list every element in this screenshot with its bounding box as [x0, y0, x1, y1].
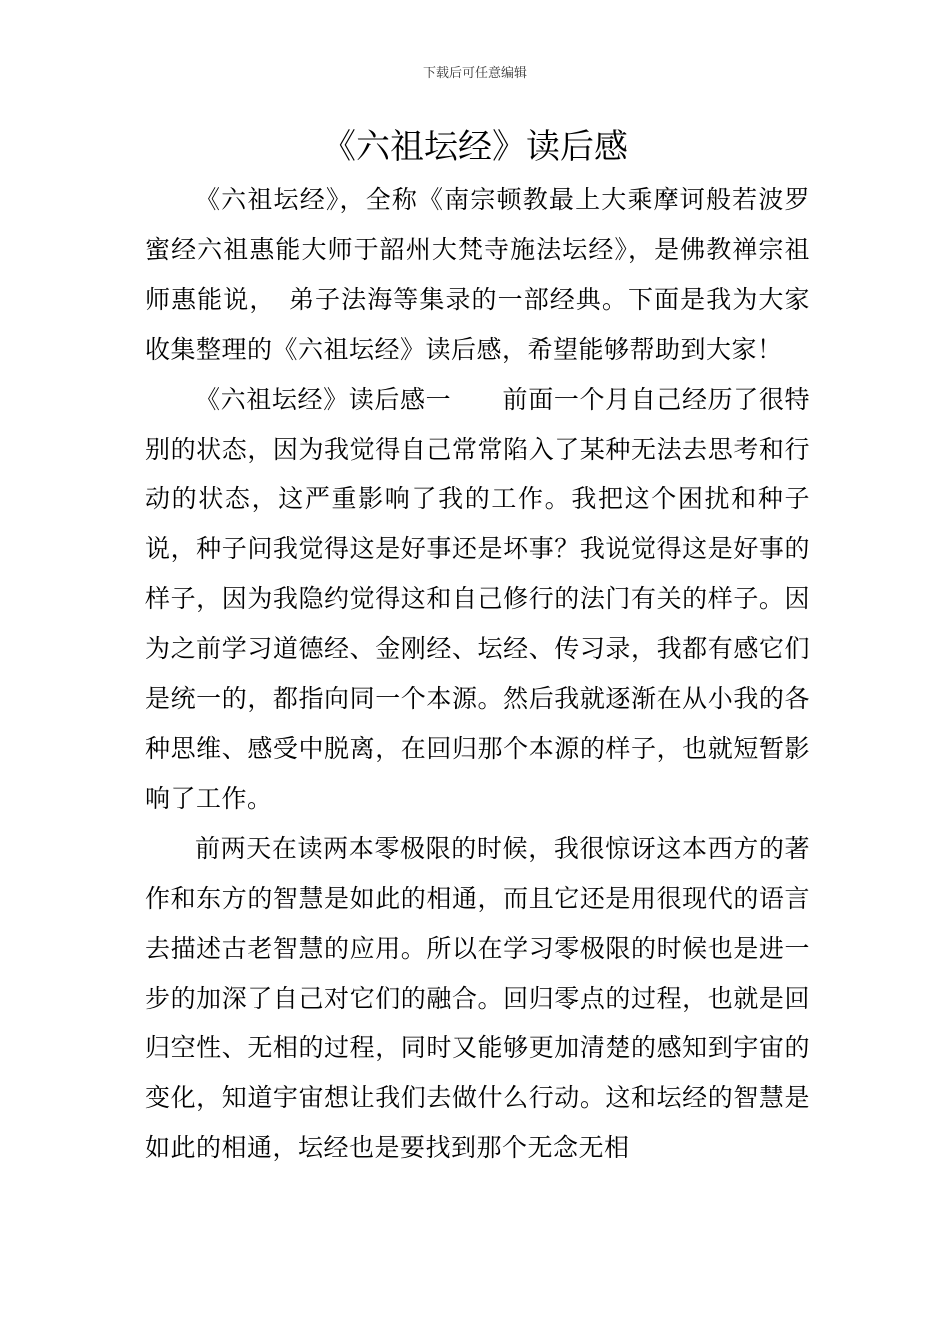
document-title: 《六祖坛经》读后感	[322, 127, 628, 167]
paragraph-reflection-one: 《六祖坛经》读后感一 前面一个月自己经历了很特别的状态，因为我觉得自己常常陷入了某种无法去思考和行动的状态，这严重影响了我的工作。我把这个困扰和种子说，种子问我觉得这是好事还是坏事？我说觉得这是好事的样子，因为我隐约觉得这和自己修行的法门有关的样子。因为之前学习道德经、金刚经、坛经、传习录，我都有感它们是统一的，都指向同一个本源。然后我就逐渐在从小我的各种思维、感受中脱离，在回归那个本源的样子，也就短暂影响了工作。	[145, 384, 810, 813]
page-header-note: 下载后可任意编辑	[422, 66, 527, 81]
document-body	[145, 175, 810, 1173]
paragraph-zero-limits: 前两天在读两本零极限的时候，我很惊讶这本西方的著作和东方的智慧是如此的相通，而且它还是用很现代的语言去描述古老智慧的应用。所以在学习零极限的时候也是进一步的加深了自己对它们的融合。回归零点的过程，也就是回归空性、无相的过程，同时又能够更加清楚的感知到宇宙的变化，知道宇宙想让我们去做什么行动。这和坛经的智慧是如此的相通，坛经也是要找到那个无念无相	[145, 833, 810, 1163]
paragraph-intro: 《六祖坛经》，全称《南宗顿教最上大乘摩诃般若波罗蜜经六祖惠能大师于韶州大梵寺施法坛经》，是佛教禅宗祖师惠能说， 弟子法海等集录的一部经典。下面是我为大家收集整理的《六祖坛经》读后感，希望能够帮助到大家！	[145, 185, 810, 364]
